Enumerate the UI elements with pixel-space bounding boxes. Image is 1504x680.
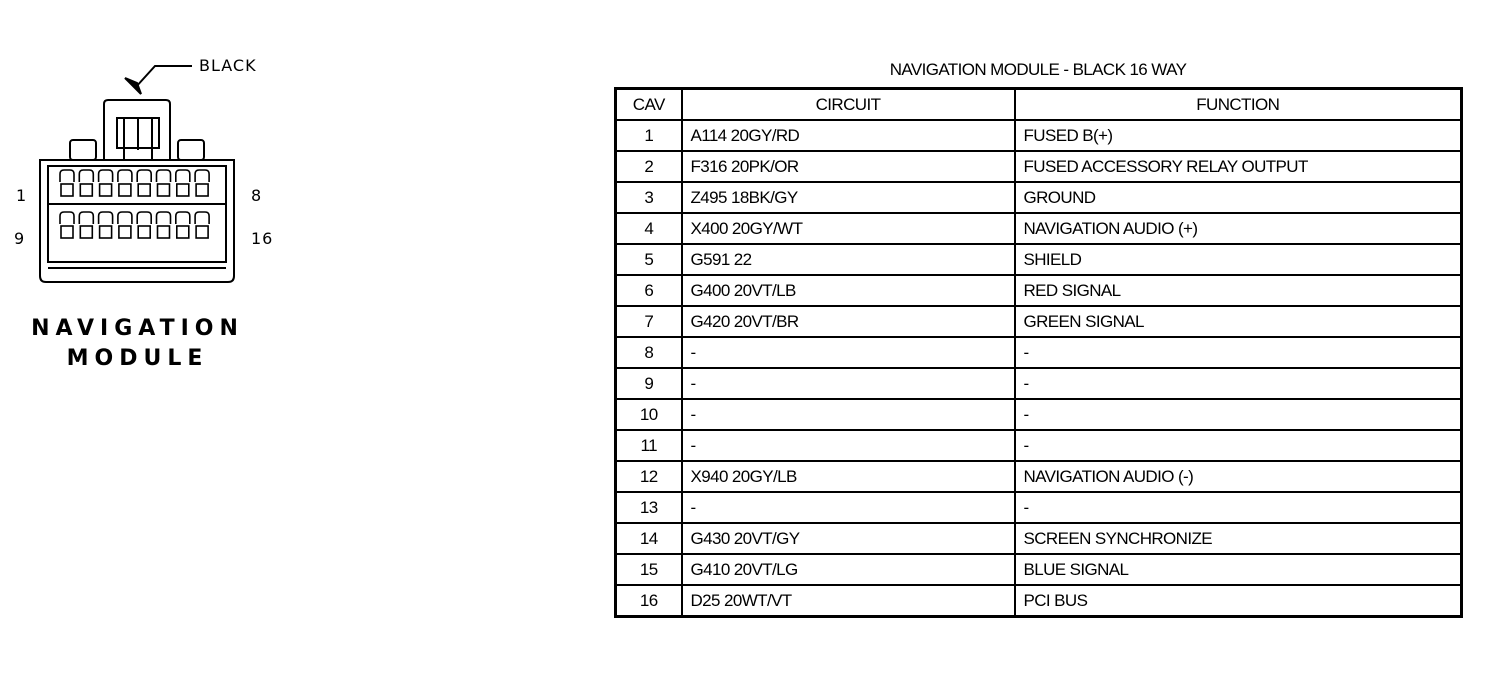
module-name-line-1: NAVIGATION — [31, 316, 244, 341]
cav-cell: 4 — [616, 213, 682, 244]
circuit-cell: Z495 18BK/GY — [682, 182, 1015, 213]
cav-cell: 10 — [616, 399, 682, 430]
table-row — [616, 213, 1462, 244]
cavity — [118, 212, 132, 238]
circuit-cell: - — [682, 430, 1015, 461]
header-circuit: CIRCUIT — [682, 89, 1015, 121]
circuit-cell: - — [682, 337, 1015, 368]
cav-cell: 6 — [616, 275, 682, 306]
table-header-row — [616, 89, 1462, 121]
cav-cell: 16 — [616, 585, 682, 617]
table-row — [616, 492, 1462, 523]
table-row — [616, 306, 1462, 337]
function-cell: NAVIGATION AUDIO (-) — [1015, 461, 1462, 492]
function-cell: SHIELD — [1015, 244, 1462, 275]
cav-cell: 9 — [616, 368, 682, 399]
cav-cell: 5 — [616, 244, 682, 275]
cavity — [195, 170, 209, 196]
table-row — [616, 585, 1462, 617]
cav-cell: 7 — [616, 306, 682, 337]
circuit-cell: G420 20VT/BR — [682, 306, 1015, 337]
cavity — [176, 212, 190, 238]
pin-label-bottom-right: 16 — [251, 229, 274, 248]
cavity — [118, 170, 132, 196]
cavity — [60, 212, 74, 238]
cavity — [176, 170, 190, 196]
pinout-table — [614, 87, 1463, 618]
circuit-cell: G410 20VT/LG — [682, 554, 1015, 585]
table-row — [616, 523, 1462, 554]
cavity — [137, 170, 151, 196]
pin-label-top-right: 8 — [251, 186, 263, 205]
cav-cell: 8 — [616, 337, 682, 368]
table-row — [616, 151, 1462, 182]
function-cell: - — [1015, 337, 1462, 368]
cav-cell: 12 — [616, 461, 682, 492]
cav-cell: 15 — [616, 554, 682, 585]
table-row — [616, 244, 1462, 275]
connector-face-drawing — [0, 0, 300, 300]
function-cell: GREEN SIGNAL — [1015, 306, 1462, 337]
cav-cell: 13 — [616, 492, 682, 523]
module-name-line-2: MODULE — [66, 346, 209, 371]
header-cav: CAV — [616, 89, 682, 121]
connector-color-label: BLACK — [199, 56, 257, 75]
circuit-cell: D25 20WT/VT — [682, 585, 1015, 617]
cav-cell: 2 — [616, 151, 682, 182]
header-function: FUNCTION — [1015, 89, 1462, 121]
cavity — [60, 170, 74, 196]
pin-label-top-left: 1 — [16, 186, 28, 205]
table-row — [616, 120, 1462, 151]
function-cell: - — [1015, 430, 1462, 461]
table-row — [616, 554, 1462, 585]
circuit-cell: A114 20GY/RD — [682, 120, 1015, 151]
connector-diagram — [0, 0, 600, 680]
table-title: NAVIGATION MODULE - BLACK 16 WAY — [889, 60, 1187, 79]
cavity — [79, 170, 93, 196]
table-row — [616, 368, 1462, 399]
table-row — [616, 182, 1462, 213]
cavity — [157, 212, 171, 238]
cavity — [195, 212, 209, 238]
circuit-cell: X400 20GY/WT — [682, 213, 1015, 244]
function-cell: - — [1015, 492, 1462, 523]
function-cell: - — [1015, 399, 1462, 430]
table-row — [616, 461, 1462, 492]
circuit-cell: - — [682, 492, 1015, 523]
circuit-cell: - — [682, 399, 1015, 430]
function-cell: NAVIGATION AUDIO (+) — [1015, 213, 1462, 244]
circuit-cell: G400 20VT/LB — [682, 275, 1015, 306]
table-row — [616, 430, 1462, 461]
circuit-cell: - — [682, 368, 1015, 399]
circuit-cell: G430 20VT/GY — [682, 523, 1015, 554]
cav-cell: 3 — [616, 182, 682, 213]
circuit-cell: F316 20PK/OR — [682, 151, 1015, 182]
function-cell: FUSED ACCESSORY RELAY OUTPUT — [1015, 151, 1462, 182]
cav-cell: 14 — [616, 523, 682, 554]
cavity — [137, 212, 151, 238]
function-cell: SCREEN SYNCHRONIZE — [1015, 523, 1462, 554]
cavity — [99, 212, 113, 238]
function-cell: FUSED B(+) — [1015, 120, 1462, 151]
cavity — [99, 170, 113, 196]
cav-cell: 1 — [616, 120, 682, 151]
table-row — [616, 275, 1462, 306]
pin-label-bottom-left: 9 — [14, 229, 26, 248]
circuit-cell: X940 20GY/LB — [682, 461, 1015, 492]
function-cell: RED SIGNAL — [1015, 275, 1462, 306]
cavity — [157, 170, 171, 196]
table-row — [616, 399, 1462, 430]
function-cell: PCI BUS — [1015, 585, 1462, 617]
cav-cell: 11 — [616, 430, 682, 461]
table-row — [616, 337, 1462, 368]
cavity — [79, 212, 93, 238]
function-cell: BLUE SIGNAL — [1015, 554, 1462, 585]
function-cell: - — [1015, 368, 1462, 399]
function-cell: GROUND — [1015, 182, 1462, 213]
circuit-cell: G591 22 — [682, 244, 1015, 275]
